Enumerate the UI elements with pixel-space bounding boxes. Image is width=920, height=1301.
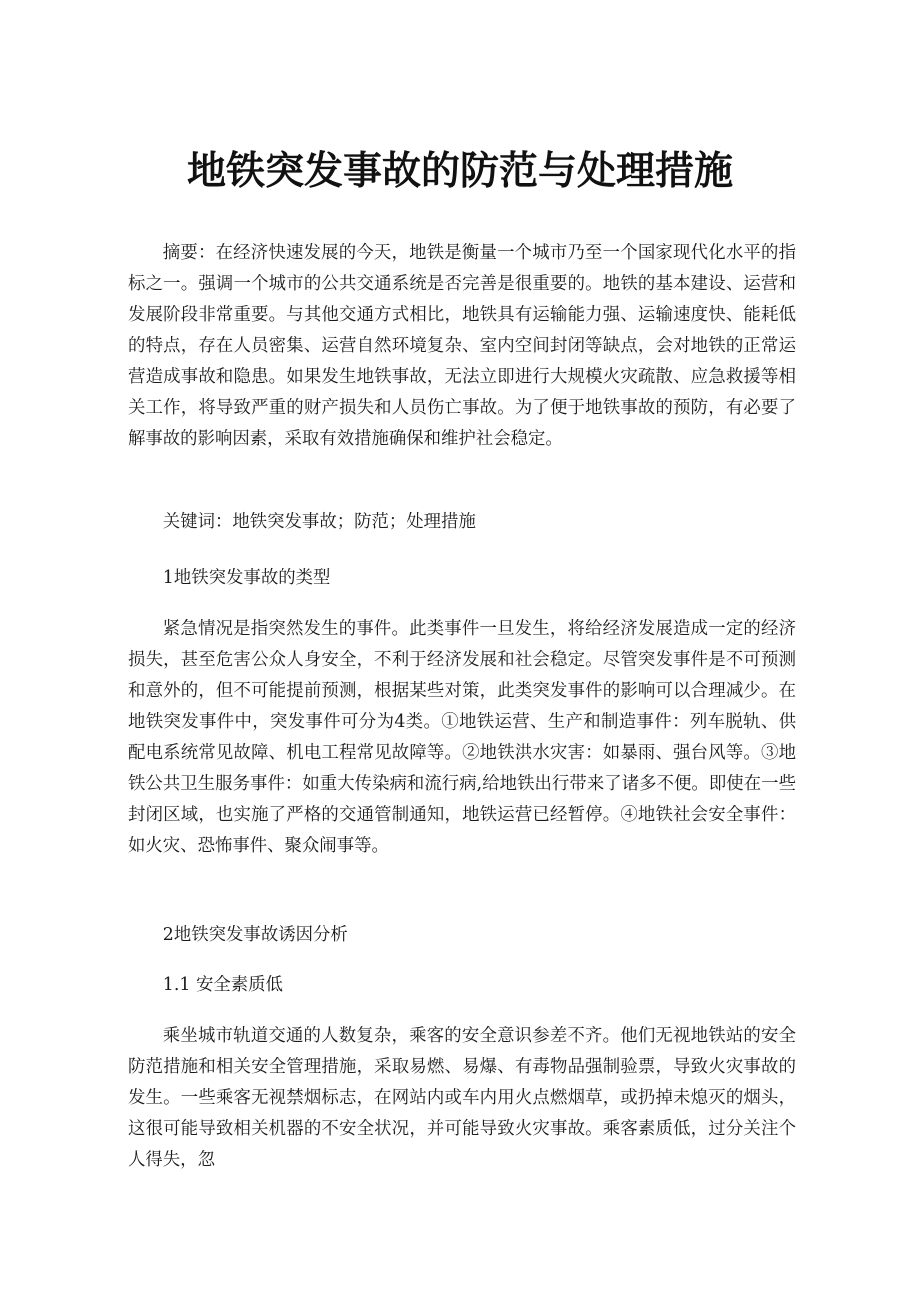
subsection-1-1-paragraph: 乘坐城市轨道交通的人数复杂，乘客的安全意识参差不齐。他们无视地铁站的安全防范措施和相关安全管理措施，采取易燃、易爆、有毒物品强制验票，导致火灾事故的发生。一些乘客无视禁烟标志，在网站内或车内用火点燃烟草，或扔掉未熄灭的烟头，这很可能导致相关机器的不安全状况，并可能导致火灾事故。乘客素质低，过分关注个人得失，忽 bbox=[128, 1026, 796, 1170]
abstract-paragraph: 摘要：在经济快速发展的今天，地铁是衡量一个城市乃至一个国家现代化水平的指标之一。强调一个城市的公共交通系统是否完善是很重要的。地铁的基本建设、运营和发展阶段非常重要。与其他交通方式相比，地铁具有运输能力强、运输速度快、能耗低的特点，存在人员密集、运营自然环境复杂、室内空间封闭等缺点，会对地铁的正常运营造成事故和隐患。如果发生地铁事故，无法立即进行大规模火灾疏散、应急救援等相关工作，将导致严重的财产损失和人员伤亡事故。为了便于地铁事故的预防，有必要了解事故的影响因素，采取有效措施确保和维护社会稳定。 bbox=[128, 243, 796, 449]
subsection-1-1-heading: 1.1 安全素质低 bbox=[162, 975, 283, 995]
section-1-heading: 1地铁突发事故的类型 bbox=[162, 568, 331, 588]
keywords-line: 关键词：地铁突发事故；防范；处理措施 bbox=[162, 512, 476, 532]
document-title: 地铁突发事故的防范与处理措施 bbox=[186, 149, 733, 194]
section-1-paragraph: 紧急情况是指突然发生的事件。此类事件一旦发生，将给经济发展造成一定的经济损失，甚至危害公众人身安全，不利于经济发展和社会稳定。尽管突发事件是不可预测和意外的，但不可能提前预测，根据某些对策，此类突发事件的影响可以合理减少。在地铁突发事件中，突发事件可分为4类。①地铁运营、生产和制造事件：列车脱轨、供配电系统常见故障、机电工程常见故障等。②地铁洪水灾害：如暴雨、强台风等。③地铁公共卫生服务事件：如重大传染病和流行病,给地铁出行带来了诸多不便。即使在一些封闭区域，也实施了严格的交通管制通知，地铁运营已经暂停。④地铁社会安全事件：如火灾、恐怖事件、聚众闹事等。 bbox=[128, 619, 796, 856]
section-2-heading: 2地铁突发事故诱因分析 bbox=[162, 925, 348, 945]
